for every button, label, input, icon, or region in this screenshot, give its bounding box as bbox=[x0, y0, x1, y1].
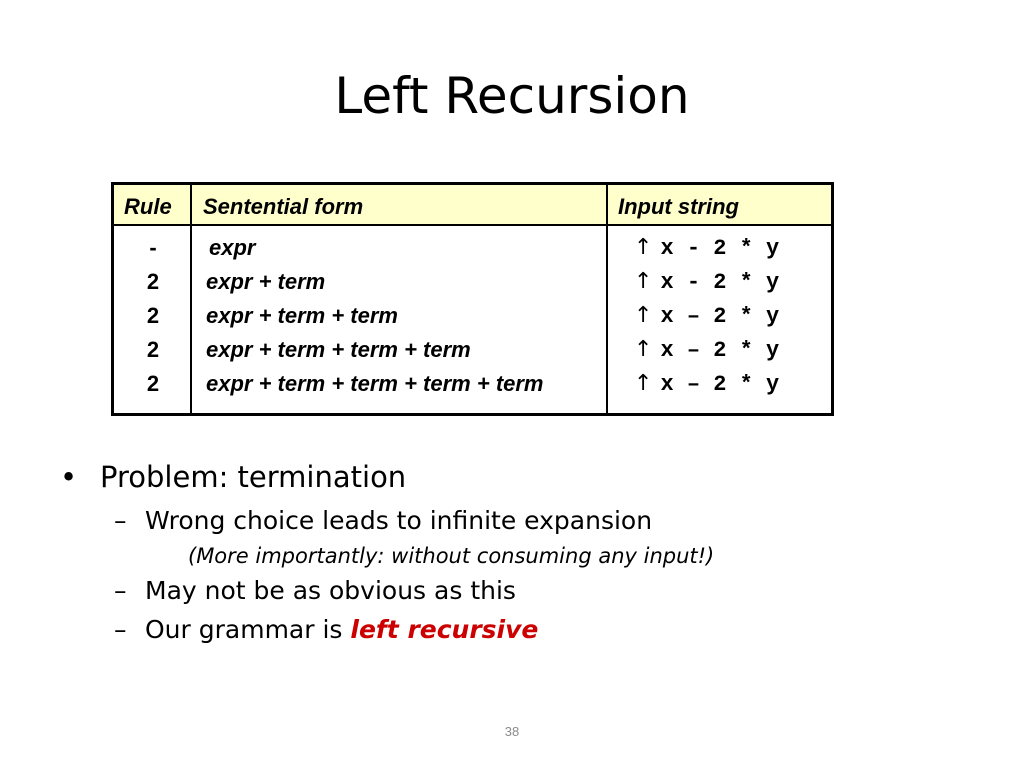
page-number: 38 bbox=[504, 724, 520, 739]
input-text: x – 2 * y bbox=[660, 372, 780, 397]
form-cell: expr + term + term bbox=[206, 303, 398, 328]
slide-title: Left Recursion bbox=[334, 67, 690, 125]
sub-bullet-item bbox=[114, 615, 539, 644]
rule-cell: 2 bbox=[146, 269, 160, 294]
sub-bullet-text: Wrong choice leads to infinite expansion bbox=[145, 506, 653, 535]
bullet-glyph: • bbox=[60, 460, 78, 494]
sentential-form-column bbox=[206, 236, 544, 406]
input-cell bbox=[634, 236, 779, 270]
up-arrow-icon: ↑ bbox=[634, 371, 653, 396]
rule-column bbox=[114, 236, 192, 406]
input-string-column bbox=[634, 236, 779, 406]
dash-glyph: – bbox=[114, 506, 127, 535]
dash-glyph: – bbox=[114, 576, 127, 605]
form-cell: expr + term + term + term + term bbox=[206, 371, 544, 396]
up-arrow-icon: ↑ bbox=[634, 337, 653, 362]
header-rule: Rule bbox=[124, 194, 172, 219]
input-text: x – 2 * y bbox=[660, 338, 780, 363]
form-cell: expr bbox=[209, 235, 256, 260]
sub-bullet-text: May not be as obvious as this bbox=[145, 576, 516, 605]
input-cell bbox=[634, 338, 779, 372]
input-cell bbox=[634, 372, 779, 406]
bullet-text: Problem: termination bbox=[100, 460, 407, 494]
rule-cell: 2 bbox=[146, 371, 160, 396]
input-text: x – 2 * y bbox=[660, 304, 780, 329]
header-input-string: Input string bbox=[618, 194, 739, 219]
sub-bullet-prefix: Our grammar is bbox=[145, 615, 351, 644]
emphasis-text: left recursive bbox=[350, 615, 539, 644]
table-header-row bbox=[114, 185, 831, 226]
input-cell bbox=[634, 304, 779, 338]
header-sentential-form: Sentential form bbox=[203, 194, 364, 219]
sub-bullet-text bbox=[145, 615, 538, 644]
input-text: x - 2 * y bbox=[660, 270, 780, 295]
form-cell: expr + term + term + term bbox=[206, 337, 471, 362]
up-arrow-icon: ↑ bbox=[634, 303, 653, 328]
bullet-item-main bbox=[60, 460, 407, 494]
up-arrow-icon: ↑ bbox=[634, 269, 653, 294]
up-arrow-icon: ↑ bbox=[634, 235, 653, 260]
rule-cell: 2 bbox=[146, 303, 160, 328]
sub-bullet-item bbox=[114, 506, 653, 535]
form-cell: expr + term bbox=[206, 269, 326, 294]
derivation-table bbox=[111, 182, 834, 416]
rule-cell: 2 bbox=[146, 337, 160, 362]
input-cell bbox=[634, 270, 779, 304]
column-divider bbox=[606, 185, 608, 413]
dash-glyph: – bbox=[114, 615, 127, 644]
input-text: x - 2 * y bbox=[660, 236, 780, 261]
sub-bullet-item bbox=[114, 576, 516, 605]
rule-cell: - bbox=[149, 235, 157, 260]
sub-bullet-note: (More importantly: without consuming any input!) bbox=[188, 544, 715, 568]
